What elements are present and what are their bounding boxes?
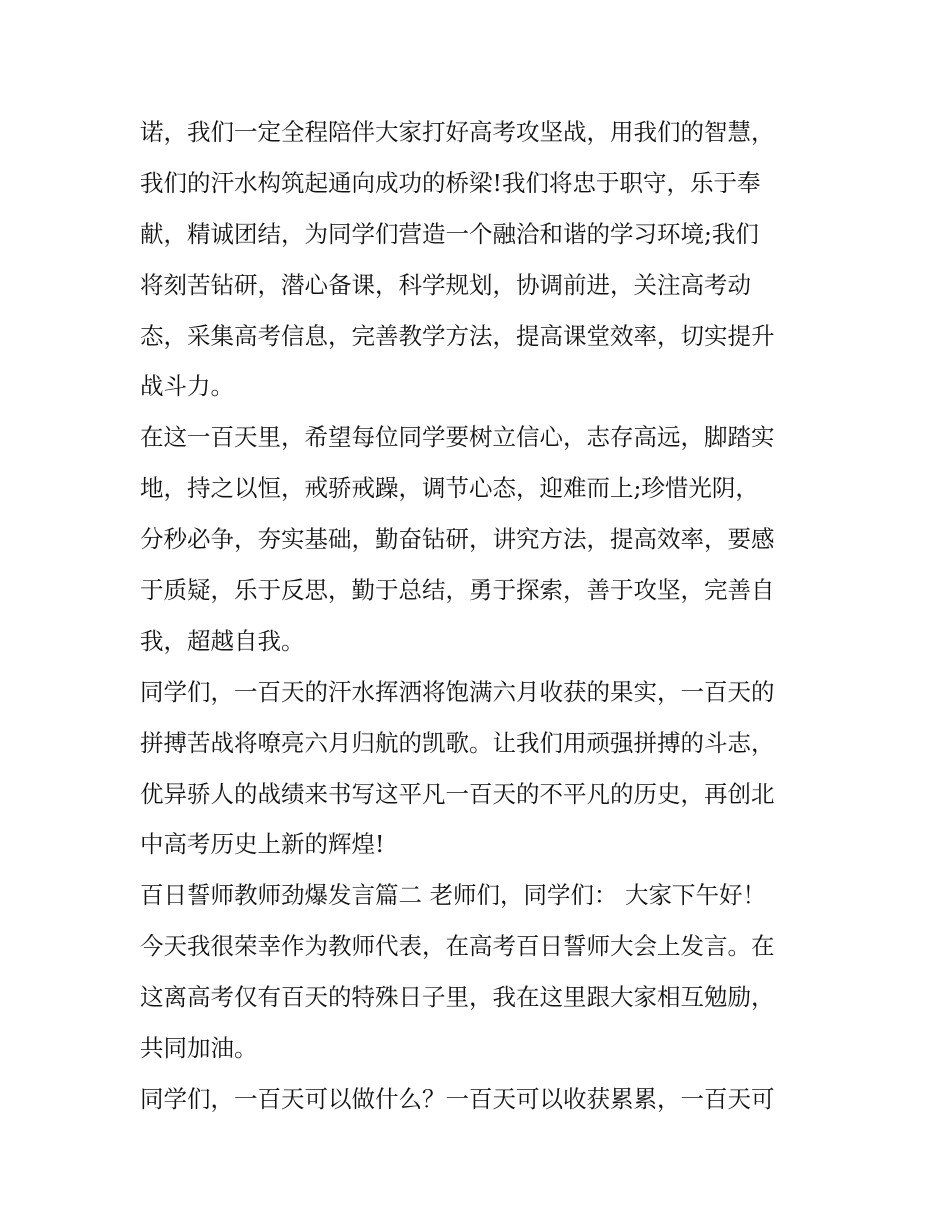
text-line-11: 我，超越自我。	[140, 626, 305, 655]
text-line-15: 中高考历史上新的辉煌!	[140, 830, 385, 859]
text-line-13: 拼搏苦战将嘹亮六月归航的凯歌。让我们用顽强拼搏的斗志，	[140, 728, 775, 757]
text-line-10: 于质疑，乐于反思，勤于总结，勇于探索，善于攻坚，完善自	[140, 576, 775, 605]
text-line-17: 今天我很荣幸作为教师代表，在高考百日誓师大会上发言。在	[140, 932, 775, 961]
text-line-14: 优异骄人的战绩来书写这平凡一百天的不平凡的历史，再创北	[140, 779, 775, 808]
text-line-16: 百日誓师教师劲爆发言篇二 老师们，同学们： 大家下午好！	[140, 881, 766, 910]
text-line-4: 将刻苦钻研，潜心备课，科学规划，协调前进，关注高考动	[140, 270, 751, 299]
text-line-2: 我们的汗水构筑起通向成功的桥梁!我们将忠于职守，乐于奉	[140, 168, 761, 197]
text-line-7: 在这一百天里，希望每位同学要树立信心，志存高远，脚踏实	[140, 423, 775, 452]
text-line-12: 同学们，一百天的汗水挥洒将饱满六月收获的果实，一百天的	[140, 677, 775, 706]
text-line-5: 态，采集高考信息，完善教学方法，提高课堂效率，切实提升	[140, 321, 775, 350]
text-line-8: 地，持之以恒，戒骄戒躁，调节心态，迎难而上;珍惜光阴，	[140, 474, 759, 503]
text-line-18: 这离高考仅有百天的特殊日子里，我在这里跟大家相互勉励，	[140, 983, 775, 1012]
text-line-6: 战斗力。	[140, 372, 234, 401]
text-line-3: 献，精诚团结，为同学们营造一个融洽和谐的学习环境;我们	[140, 219, 759, 248]
text-line-1: 诺，我们一定全程陪伴大家打好高考攻坚战，用我们的智慧，	[140, 118, 775, 146]
document-body	[140, 107, 820, 1125]
text-line-20: 同学们，一百天可以做什么？一百天可以收获累累，一百天可	[140, 1084, 775, 1113]
text-line-19: 共同加油。	[140, 1034, 258, 1063]
text-line-9: 分秒必争，夯实基础，勤奋钻研，讲究方法，提高效率，要感	[140, 525, 775, 554]
